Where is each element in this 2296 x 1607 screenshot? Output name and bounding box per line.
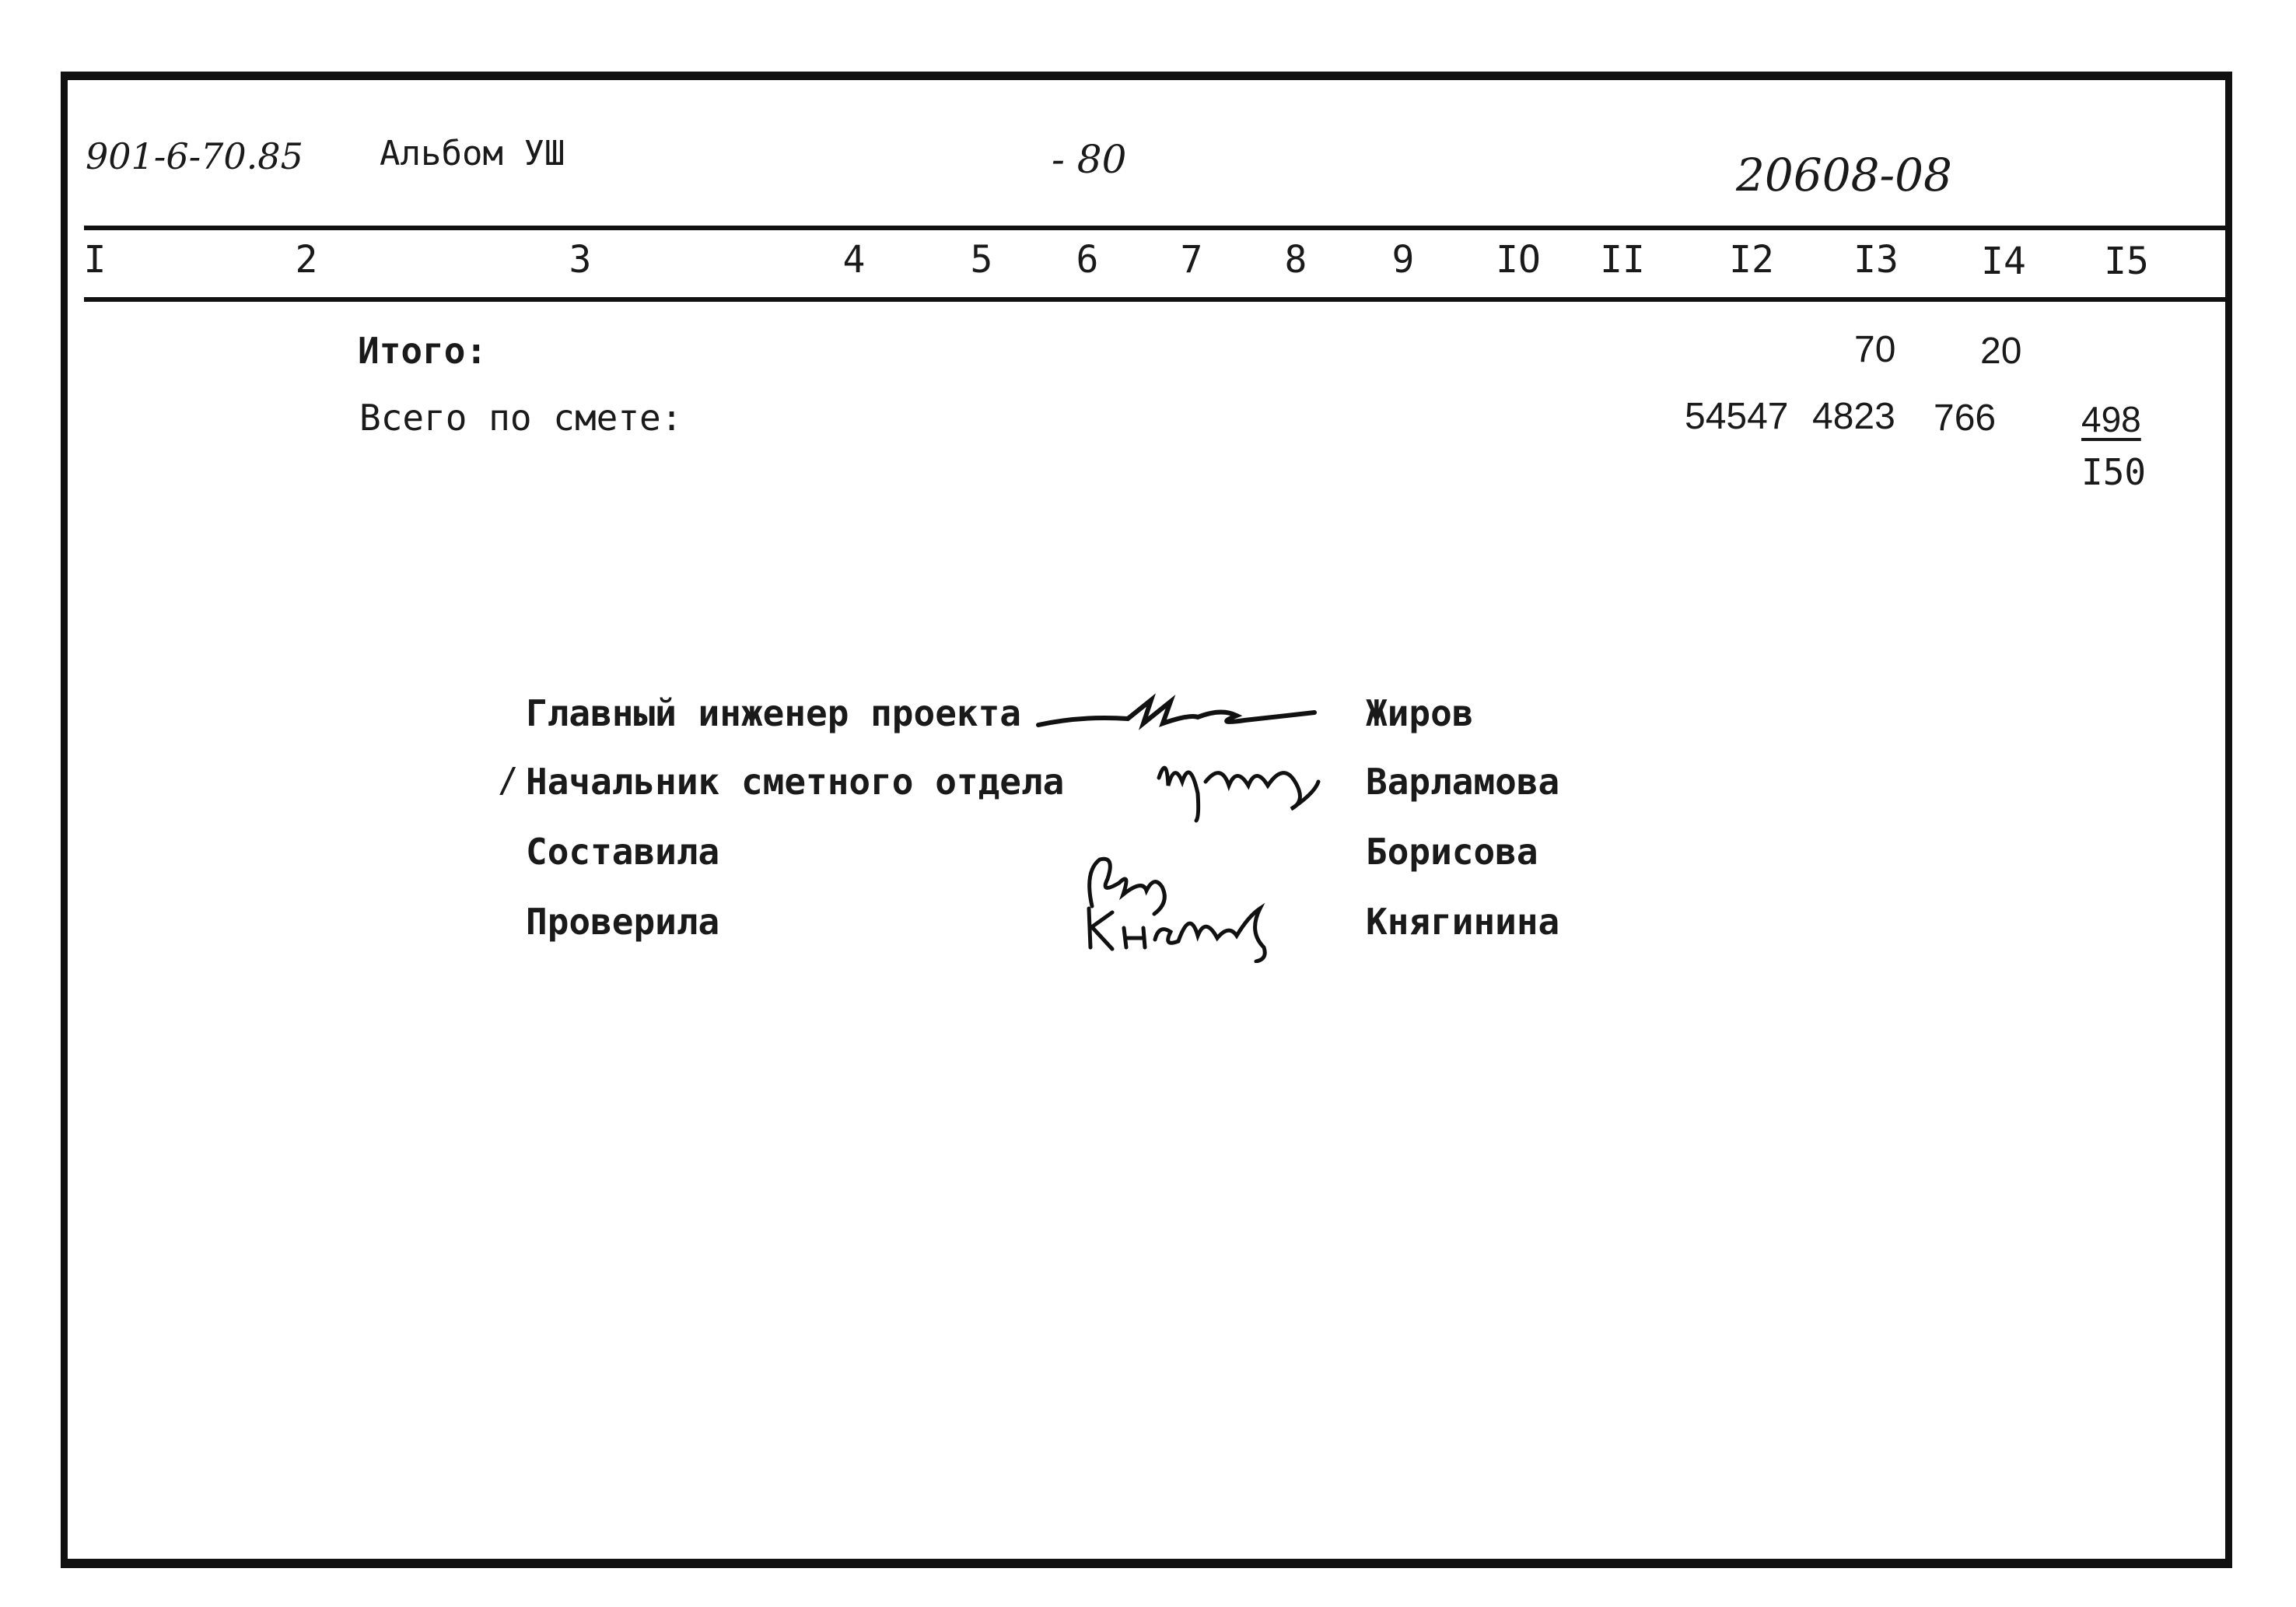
header-rule-top xyxy=(84,226,2231,230)
doc-number: 20608-08 xyxy=(1736,149,1952,201)
column-number: 2 xyxy=(295,238,318,282)
column-number: II xyxy=(1600,238,1645,282)
column-number: 9 xyxy=(1391,238,1415,282)
column-number: IO xyxy=(1496,238,1541,282)
column-number: 6 xyxy=(1076,238,1099,282)
column-number: 8 xyxy=(1284,238,1307,282)
doc-code: 901-6-70.85 xyxy=(86,135,303,177)
column-number: 7 xyxy=(1180,238,1203,282)
signature-estimate-head xyxy=(1151,747,1330,825)
page-frame xyxy=(61,72,2232,1568)
column-number: I4 xyxy=(1981,240,2026,283)
column-number: 4 xyxy=(842,238,866,282)
sig-name-checked: Княгинина xyxy=(1366,901,1560,943)
column-number: 5 xyxy=(970,238,993,282)
vsego-col14: 766 xyxy=(1934,397,1997,439)
row-label-vsego: Всего по смете: xyxy=(359,397,683,439)
sig-slash-mark: / xyxy=(498,761,519,800)
column-number: I3 xyxy=(1853,238,1899,282)
sig-role-estimate-head: Начальник сметного отдела xyxy=(526,761,1065,803)
sig-name-estimate-head: Варламова xyxy=(1366,761,1560,803)
vsego-col15-numerator: 498 xyxy=(2081,399,2141,439)
vsego-col15-denominator: I50 xyxy=(2081,451,2147,493)
signature-chief-engineer xyxy=(1034,684,1322,739)
column-number: I5 xyxy=(2104,240,2149,283)
page-number: - 80 xyxy=(1052,137,1127,182)
sig-role-checked: Проверила xyxy=(526,901,720,943)
signature-checked xyxy=(1081,893,1307,963)
itogo-col14: 20 xyxy=(1980,331,2022,372)
vsego-col13: 4823 xyxy=(1812,396,1895,437)
row-label-itogo: Итого: xyxy=(358,330,488,372)
sig-name-chief-engineer: Жиров xyxy=(1366,692,1474,734)
album-title: Альбом УШ xyxy=(380,134,565,173)
column-number: I2 xyxy=(1729,238,1774,282)
sig-role-chief-engineer: Главный инженер проекта xyxy=(526,692,1021,734)
header-rule-bottom xyxy=(84,297,2231,302)
itogo-col13: 70 xyxy=(1854,329,1896,370)
vsego-col12: 54547 xyxy=(1685,396,1789,437)
column-number: 3 xyxy=(569,238,592,282)
sig-name-compiled: Борисова xyxy=(1366,831,1538,873)
column-number: I xyxy=(83,238,107,282)
sig-role-compiled: Составила xyxy=(526,831,720,873)
